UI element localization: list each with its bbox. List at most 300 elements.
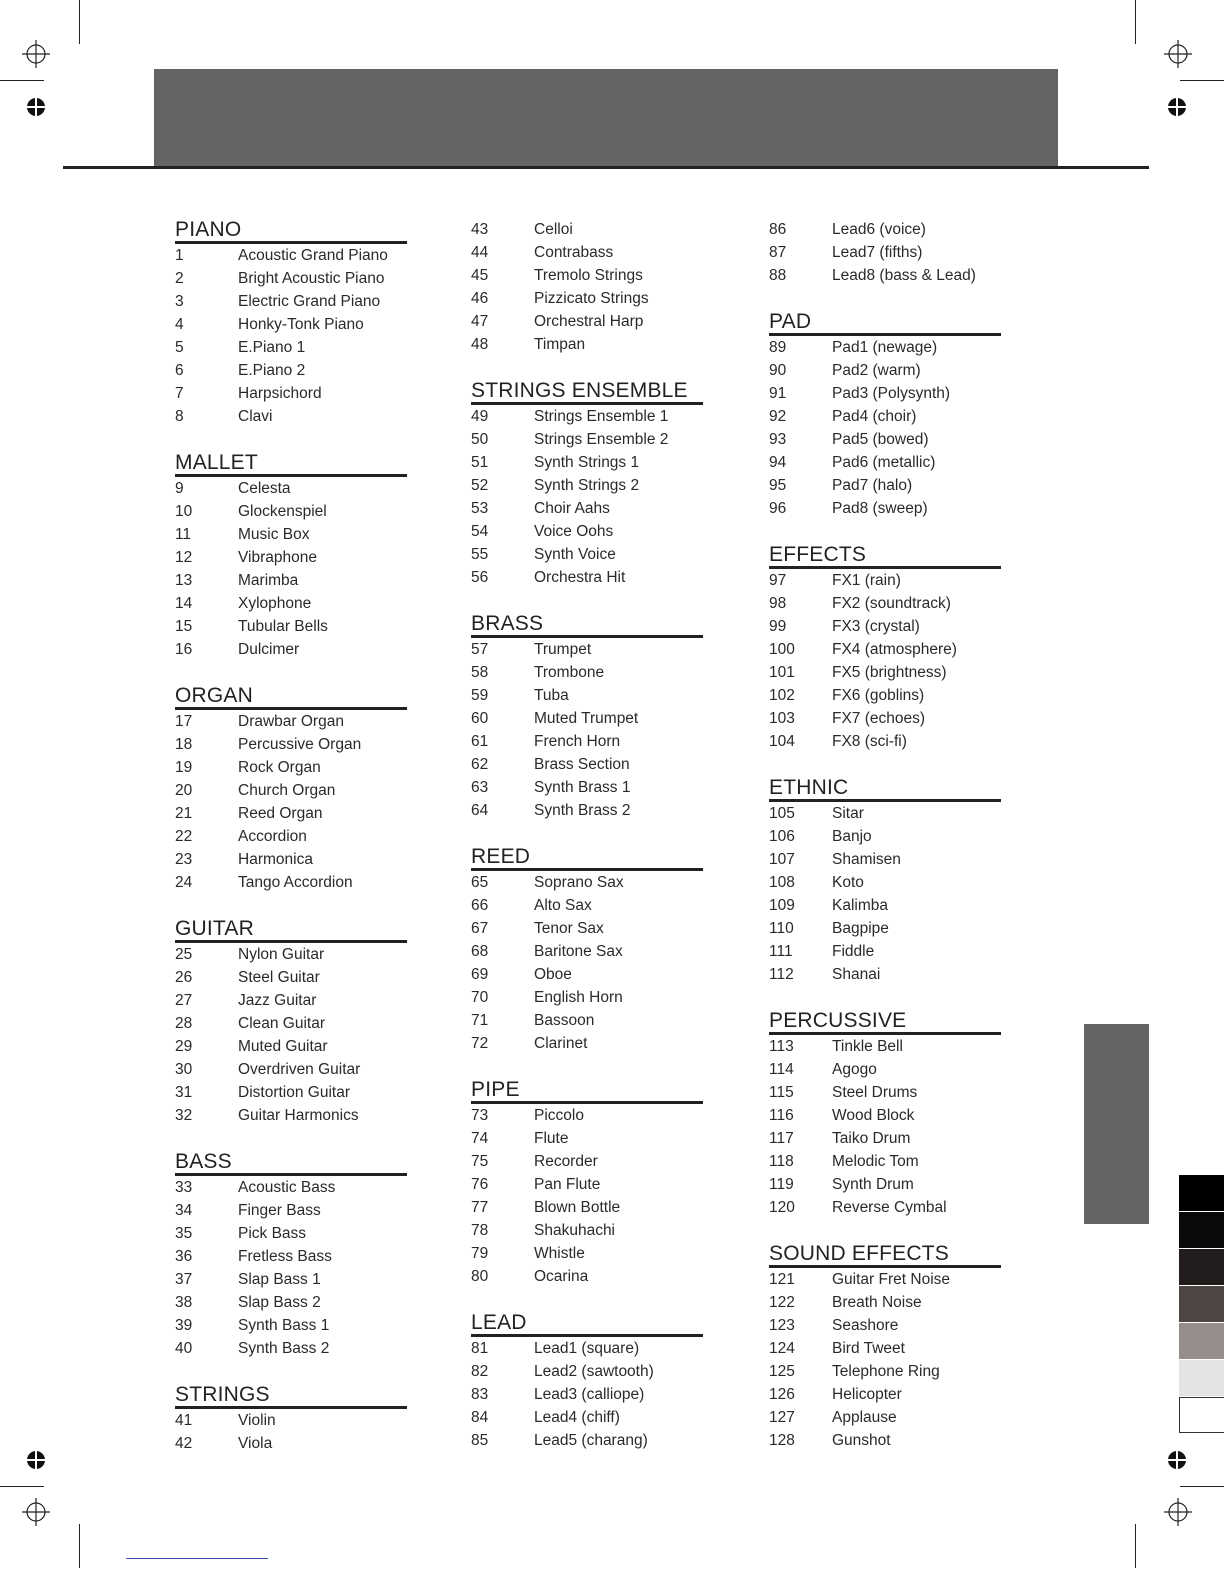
instrument-row (769, 848, 1001, 871)
program-number: 17 (175, 713, 193, 730)
instrument-row (471, 986, 703, 1009)
section-title: EFFECTS (769, 543, 1001, 569)
instrument-name: FX4 (atmosphere) (832, 641, 957, 658)
instrument-row (769, 405, 1001, 428)
crop-mark (1180, 1486, 1224, 1487)
program-number: 4 (175, 316, 184, 333)
program-number: 88 (769, 267, 787, 284)
program-number: 63 (471, 779, 489, 796)
instrument-row (769, 894, 1001, 917)
instrument-name: Timpan (534, 336, 586, 353)
instrument-name: Synth Brass 2 (534, 802, 631, 819)
instrument-row (471, 917, 703, 940)
instrument-name: Marimba (238, 572, 299, 589)
instrument-name: Honky-Tonk Piano (238, 316, 364, 333)
instrument-row (175, 1268, 407, 1291)
instrument-name: Fiddle (832, 943, 875, 960)
instrument-row (769, 1035, 1001, 1058)
program-number: 38 (175, 1294, 193, 1311)
program-number: 27 (175, 992, 193, 1009)
instrument-row (175, 1081, 407, 1104)
instrument-row (769, 1337, 1001, 1360)
instrument-row (769, 569, 1001, 592)
instrument-section (471, 1078, 703, 1288)
instrument-row (471, 638, 703, 661)
program-number: 110 (769, 920, 794, 937)
program-number: 85 (471, 1432, 489, 1449)
program-number: 105 (769, 805, 795, 822)
program-number: 108 (769, 874, 795, 891)
instrument-row (175, 1104, 407, 1127)
instrument-name: Wood Block (832, 1107, 915, 1124)
instrument-name: Synth Voice (534, 546, 616, 563)
instrument-section (769, 776, 1001, 986)
instrument-name: Strings Ensemble 1 (534, 408, 669, 425)
instrument-row (175, 825, 407, 848)
instrument-row (175, 1035, 407, 1058)
instrument-row (175, 871, 407, 894)
instrument-name: Bird Tweet (832, 1340, 905, 1357)
instrument-section (769, 1242, 1001, 1452)
program-number: 128 (769, 1432, 795, 1449)
section-title: PIPE (471, 1078, 703, 1104)
program-number: 15 (175, 618, 193, 635)
section-title: PAD (769, 310, 1001, 336)
program-number: 24 (175, 874, 193, 891)
program-number: 64 (471, 802, 489, 819)
instrument-row (471, 684, 703, 707)
instrument-row (769, 264, 1001, 287)
instrument-row (471, 241, 703, 264)
instrument-row (769, 1291, 1001, 1314)
instrument-name: Electric Grand Piano (238, 293, 381, 310)
instrument-name: Orchestra Hit (534, 569, 626, 586)
instrument-name: Bagpipe (832, 920, 889, 937)
program-number: 62 (471, 756, 489, 773)
instrument-row (769, 1360, 1001, 1383)
section-title: ETHNIC (769, 776, 1001, 802)
program-number: 98 (769, 595, 787, 612)
program-number: 107 (769, 851, 795, 868)
instrument-name: Accordion (238, 828, 307, 845)
program-number: 123 (769, 1317, 795, 1334)
instrument-row (471, 1009, 703, 1032)
program-number: 116 (769, 1107, 794, 1124)
instrument-name: FX3 (crystal) (832, 618, 920, 635)
program-number: 23 (175, 851, 193, 868)
instrument-name: Whistle (534, 1245, 585, 1262)
program-number: 21 (175, 805, 193, 822)
instrument-section (769, 543, 1001, 753)
instrument-name: Breath Noise (832, 1294, 922, 1311)
instrument-row (769, 359, 1001, 382)
instrument-name: Acoustic Bass (238, 1179, 336, 1196)
instrument-name: Synth Strings 2 (534, 477, 640, 494)
instrument-row (769, 871, 1001, 894)
program-number: 51 (471, 454, 489, 471)
instrument-row (175, 267, 407, 290)
instrument-name: Pad2 (warm) (832, 362, 921, 379)
program-number: 36 (175, 1248, 193, 1265)
instrument-name: Slap Bass 1 (238, 1271, 321, 1288)
instrument-row (175, 523, 407, 546)
instrument-row (769, 963, 1001, 986)
instrument-row (769, 241, 1001, 264)
instrument-name: Blown Bottle (534, 1199, 621, 1216)
program-number: 46 (471, 290, 489, 307)
program-number: 59 (471, 687, 489, 704)
instrument-section (175, 1383, 407, 1455)
program-number: 31 (175, 1084, 193, 1101)
instrument-row (769, 940, 1001, 963)
color-swatch (1179, 1397, 1224, 1433)
section-title: BRASS (471, 612, 703, 638)
instrument-name: Oboe (534, 966, 572, 983)
instrument-name: Brass Section (534, 756, 630, 773)
instrument-row (769, 1268, 1001, 1291)
header-rule (63, 166, 1149, 169)
registration-dot-icon (27, 98, 45, 116)
program-number: 55 (471, 546, 489, 563)
instrument-row (175, 638, 407, 661)
instrument-name: Glockenspiel (238, 503, 327, 520)
instrument-section (769, 1009, 1001, 1219)
registration-dot-icon (1168, 1451, 1186, 1469)
instrument-row (175, 1012, 407, 1035)
instrument-row (471, 1429, 703, 1452)
program-number: 41 (175, 1412, 193, 1429)
instrument-row (175, 1337, 407, 1360)
instrument-name: E.Piano 1 (238, 339, 306, 356)
instrument-row (175, 1432, 407, 1455)
instrument-row (471, 1242, 703, 1265)
crop-mark (0, 1486, 44, 1487)
color-swatch (1179, 1286, 1224, 1322)
instrument-name: Piccolo (534, 1107, 584, 1124)
program-number: 6 (175, 362, 184, 379)
instrument-row (175, 336, 407, 359)
instrument-row (175, 1314, 407, 1337)
instrument-row (175, 1291, 407, 1314)
instrument-name: Vibraphone (238, 549, 318, 566)
registration-mark-icon (22, 1498, 50, 1526)
program-number: 50 (471, 431, 489, 448)
crop-mark (0, 80, 44, 81)
instrument-row (769, 661, 1001, 684)
instrument-section (175, 451, 407, 661)
program-number: 124 (769, 1340, 795, 1357)
registration-mark-icon (1164, 40, 1192, 68)
instrument-section (471, 218, 703, 356)
instrument-row (471, 1196, 703, 1219)
instrument-name: Gunshot (832, 1432, 891, 1449)
program-number: 80 (471, 1268, 489, 1285)
instrument-row (769, 382, 1001, 405)
instrument-row (175, 382, 407, 405)
program-number: 18 (175, 736, 193, 753)
instrument-section (175, 917, 407, 1127)
program-number: 77 (471, 1199, 489, 1216)
instrument-name: FX7 (echoes) (832, 710, 926, 727)
instrument-row (769, 1150, 1001, 1173)
color-swatch (1179, 1175, 1224, 1211)
program-number: 37 (175, 1271, 193, 1288)
instrument-row (471, 1219, 703, 1242)
instrument-name: Voice Oohs (534, 523, 614, 540)
instrument-section (175, 1150, 407, 1360)
instrument-name: Drawbar Organ (238, 713, 344, 730)
instrument-row (769, 1127, 1001, 1150)
instrument-row (471, 871, 703, 894)
instrument-name: Guitar Harmonics (238, 1107, 359, 1124)
program-number: 72 (471, 1035, 489, 1052)
instrument-name: Finger Bass (238, 1202, 321, 1219)
instrument-row (175, 1409, 407, 1432)
program-number: 121 (769, 1271, 795, 1288)
instrument-name: Clarinet (534, 1035, 588, 1052)
program-number: 73 (471, 1107, 489, 1124)
instrument-name: Bright Acoustic Piano (238, 270, 385, 287)
program-number: 119 (769, 1176, 794, 1193)
program-number: 97 (769, 572, 787, 589)
instrument-row (471, 940, 703, 963)
program-number: 67 (471, 920, 489, 937)
instrument-column-2 (471, 218, 703, 1475)
instrument-column-1 (175, 218, 407, 1478)
program-number: 81 (471, 1340, 489, 1357)
instrument-name: Clavi (238, 408, 273, 425)
instrument-name: Bassoon (534, 1012, 595, 1029)
instrument-name: Nylon Guitar (238, 946, 325, 963)
instrument-row (471, 661, 703, 684)
program-number: 74 (471, 1130, 489, 1147)
program-number: 126 (769, 1386, 795, 1403)
instrument-name: Lead6 (voice) (832, 221, 926, 238)
instrument-column-3 (769, 218, 1001, 1475)
instrument-name: Muted Guitar (238, 1038, 328, 1055)
program-number: 96 (769, 500, 787, 517)
instrument-section (175, 684, 407, 894)
program-number: 115 (769, 1084, 794, 1101)
instrument-name: Taiko Drum (832, 1130, 911, 1147)
program-number: 56 (471, 569, 489, 586)
registration-mark-icon (1164, 1498, 1192, 1526)
instrument-name: E.Piano 2 (238, 362, 306, 379)
instrument-row (175, 615, 407, 638)
instrument-name: Soprano Sax (534, 874, 624, 891)
instrument-name: Pick Bass (238, 1225, 307, 1242)
program-number: 5 (175, 339, 184, 356)
instrument-name: Melodic Tom (832, 1153, 919, 1170)
instrument-name: Banjo (832, 828, 872, 845)
instrument-section (471, 845, 703, 1055)
program-number: 113 (769, 1038, 794, 1055)
instrument-name: Celesta (238, 480, 291, 497)
instrument-row (769, 1406, 1001, 1429)
instrument-row (769, 1173, 1001, 1196)
program-number: 10 (175, 503, 193, 520)
program-number: 65 (471, 874, 489, 891)
instrument-name: Percussive Organ (238, 736, 362, 753)
registration-dot-icon (27, 1451, 45, 1469)
instrument-name: Recorder (534, 1153, 598, 1170)
instrument-name: Shanai (832, 966, 881, 983)
program-number: 19 (175, 759, 193, 776)
instrument-row (769, 1104, 1001, 1127)
program-number: 90 (769, 362, 787, 379)
instrument-name: Lead5 (charang) (534, 1432, 648, 1449)
program-number: 54 (471, 523, 489, 540)
program-number: 9 (175, 480, 184, 497)
program-number: 66 (471, 897, 489, 914)
instrument-name: Contrabass (534, 244, 614, 261)
crop-mark (79, 0, 80, 44)
instrument-name: Guitar Fret Noise (832, 1271, 951, 1288)
instrument-row (175, 943, 407, 966)
instrument-name: Lead8 (bass & Lead) (832, 267, 976, 284)
instrument-row (769, 1081, 1001, 1104)
instrument-name: Pad3 (Polysynth) (832, 385, 951, 402)
section-title: STRINGS (175, 1383, 407, 1409)
program-number: 8 (175, 408, 184, 425)
program-number: 125 (769, 1363, 795, 1380)
instrument-name: Flute (534, 1130, 569, 1147)
program-number: 101 (769, 664, 795, 681)
instrument-row (471, 1383, 703, 1406)
color-swatch (1179, 1323, 1224, 1359)
instrument-name: Fretless Bass (238, 1248, 332, 1265)
instrument-name: Orchestral Harp (534, 313, 644, 330)
program-number: 99 (769, 618, 787, 635)
instrument-row (769, 497, 1001, 520)
instrument-row (175, 477, 407, 500)
instrument-name: Agogo (832, 1061, 877, 1078)
instrument-row (471, 776, 703, 799)
instrument-row (471, 799, 703, 822)
program-number: 122 (769, 1294, 795, 1311)
instrument-name: Helicopter (832, 1386, 902, 1403)
instrument-row (471, 310, 703, 333)
instrument-section (769, 310, 1001, 520)
instrument-name: Tenor Sax (534, 920, 604, 937)
instrument-row (769, 1314, 1001, 1337)
program-number: 112 (769, 966, 794, 983)
instrument-name: Violin (238, 1412, 276, 1429)
instrument-section (471, 379, 703, 589)
instrument-name: Rock Organ (238, 759, 321, 776)
instrument-row (769, 218, 1001, 241)
instrument-row (471, 1173, 703, 1196)
instrument-name: Pad1 (newage) (832, 339, 938, 356)
instrument-row (175, 359, 407, 382)
instrument-name: Ocarina (534, 1268, 589, 1285)
program-number: 70 (471, 989, 489, 1006)
instrument-name: Jazz Guitar (238, 992, 317, 1009)
instrument-row (175, 966, 407, 989)
instrument-row (769, 825, 1001, 848)
program-number: 120 (769, 1199, 795, 1216)
footer-line (126, 1558, 268, 1559)
instrument-name: Lead7 (fifths) (832, 244, 923, 261)
instrument-row (471, 543, 703, 566)
instrument-name: Acoustic Grand Piano (238, 247, 388, 264)
instrument-name: Synth Drum (832, 1176, 914, 1193)
instrument-row (175, 592, 407, 615)
side-thumb-tab (1084, 1024, 1149, 1224)
instrument-name: Reverse Cymbal (832, 1199, 947, 1216)
instrument-row (471, 730, 703, 753)
instrument-name: Alto Sax (534, 897, 592, 914)
color-swatch (1179, 1360, 1224, 1396)
instrument-name: Pan Flute (534, 1176, 601, 1193)
instrument-row (769, 474, 1001, 497)
program-number: 29 (175, 1038, 193, 1055)
instrument-row (175, 244, 407, 267)
section-title: REED (471, 845, 703, 871)
program-number: 71 (471, 1012, 489, 1029)
program-number: 20 (175, 782, 193, 799)
instrument-name: French Horn (534, 733, 621, 750)
instrument-row (175, 733, 407, 756)
instrument-name: Synth Strings 1 (534, 454, 640, 471)
color-swatch (1179, 1249, 1224, 1285)
instrument-name: Harmonica (238, 851, 313, 868)
instrument-row (175, 500, 407, 523)
program-number: 109 (769, 897, 795, 914)
crop-mark (1180, 80, 1224, 81)
instrument-row (175, 569, 407, 592)
instrument-name: Trombone (534, 664, 605, 681)
instrument-name: Slap Bass 2 (238, 1294, 321, 1311)
instrument-row (769, 638, 1001, 661)
instrument-name: Xylophone (238, 595, 312, 612)
section-title: LEAD (471, 1311, 703, 1337)
instrument-name: Kalimba (832, 897, 888, 914)
instrument-row (769, 336, 1001, 359)
instrument-row (471, 405, 703, 428)
instrument-section (471, 1311, 703, 1452)
color-swatch (1179, 1212, 1224, 1248)
program-number: 57 (471, 641, 489, 658)
instrument-row (175, 1245, 407, 1268)
program-number: 22 (175, 828, 193, 845)
instrument-name: Pad4 (choir) (832, 408, 917, 425)
instrument-row (471, 1265, 703, 1288)
instrument-name: Pad5 (bowed) (832, 431, 929, 448)
program-number: 28 (175, 1015, 193, 1032)
program-number: 95 (769, 477, 787, 494)
section-title: PIANO (175, 218, 407, 244)
instrument-row (471, 474, 703, 497)
instrument-name: Koto (832, 874, 864, 891)
program-number: 30 (175, 1061, 193, 1078)
program-number: 117 (769, 1130, 794, 1147)
instrument-row (471, 894, 703, 917)
program-number: 34 (175, 1202, 193, 1219)
program-number: 49 (471, 408, 489, 425)
instrument-row (769, 917, 1001, 940)
program-number: 42 (175, 1435, 193, 1452)
program-number: 13 (175, 572, 193, 589)
instrument-name: FX5 (brightness) (832, 664, 947, 681)
instrument-name: Pad7 (halo) (832, 477, 913, 494)
instrument-name: Dulcimer (238, 641, 300, 658)
instrument-name: Synth Brass 1 (534, 779, 631, 796)
program-number: 127 (769, 1409, 795, 1426)
instrument-row (471, 1032, 703, 1055)
program-number: 78 (471, 1222, 489, 1239)
instrument-row (769, 1383, 1001, 1406)
